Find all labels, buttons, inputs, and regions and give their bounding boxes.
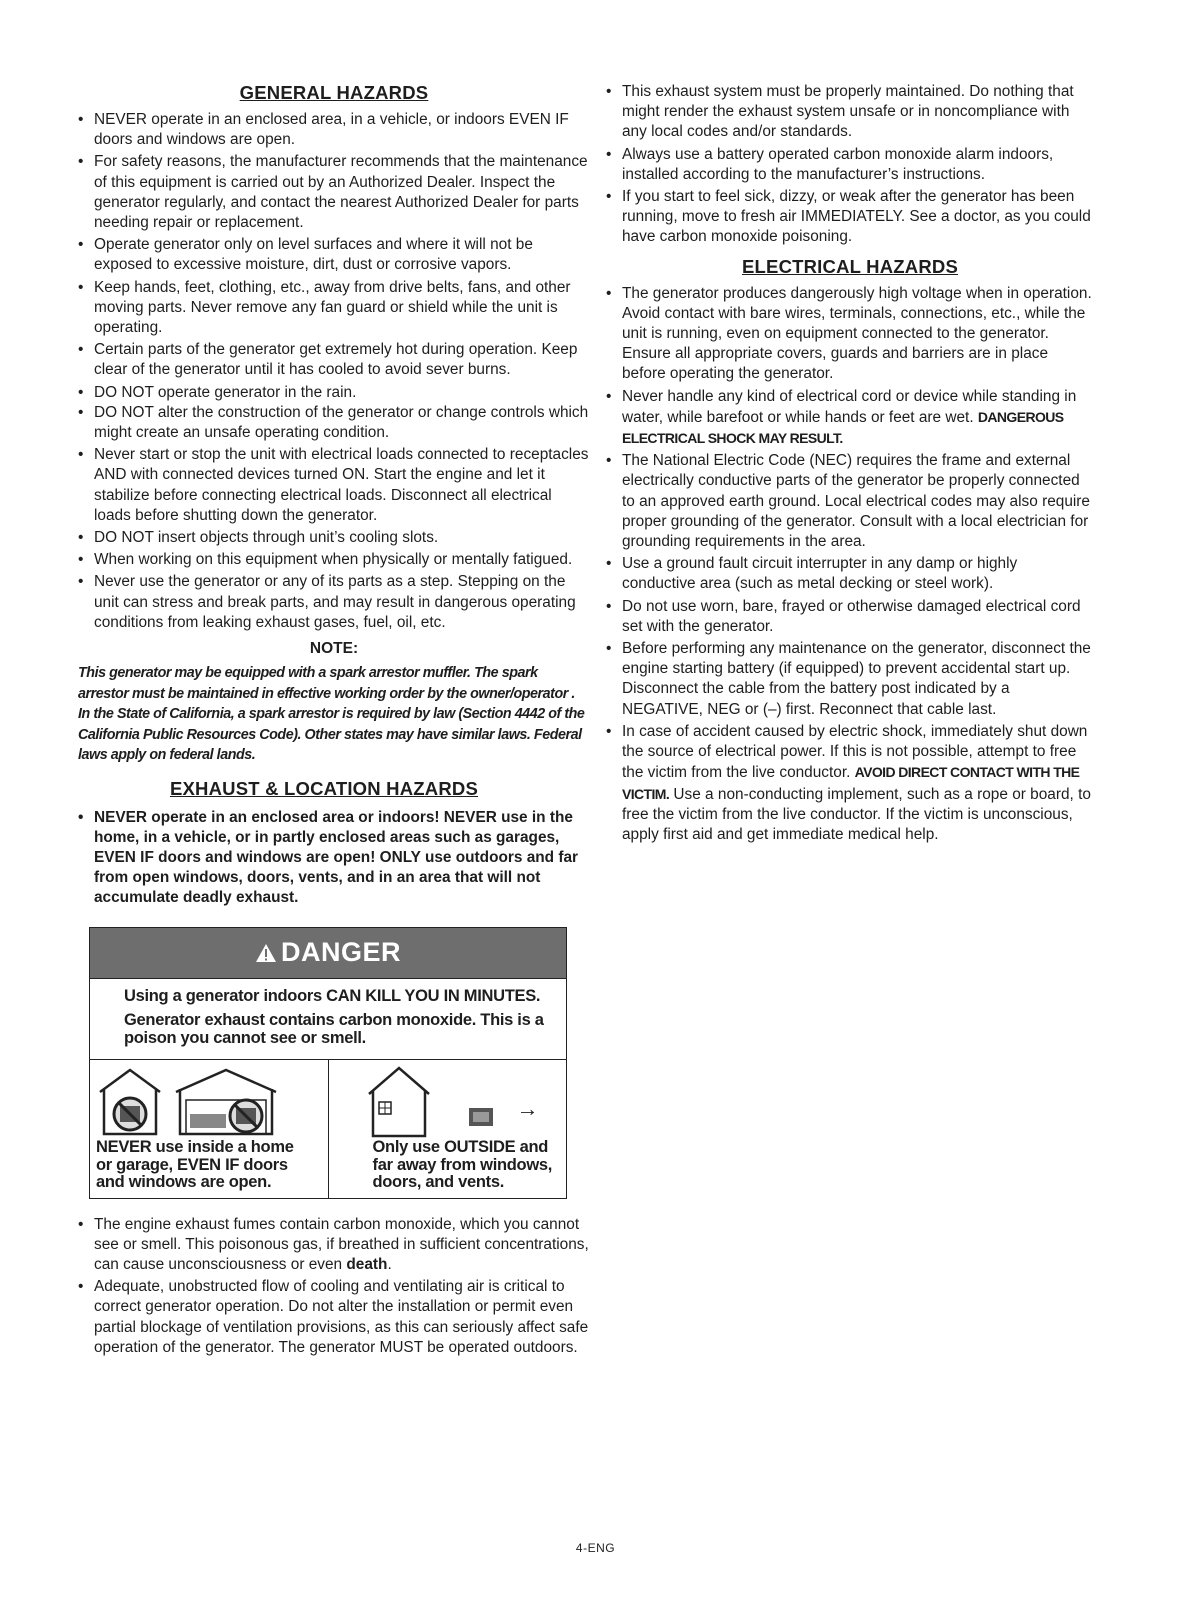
list-item: • When working on this equipment when physically or mentally fatigued. bbox=[78, 550, 590, 570]
exhaust-more-list bbox=[78, 1215, 590, 1358]
list-item: • Keep hands, feet, clothing, etc., away from drive belts, fans, and other moving parts. Never remove any fan guard or shield while the unit is operating. bbox=[78, 278, 590, 339]
danger-title: DANGER bbox=[280, 937, 401, 968]
house-garage-prohibited-icon bbox=[96, 1064, 320, 1136]
list-item: • Operate generator only on level surfaces and where it will not be exposed to excessive moisture, dirt, dust or corrosive vapors. bbox=[78, 235, 590, 275]
pictogram-outside-only bbox=[328, 1060, 567, 1198]
list-item: • NEVER operate in an enclosed area, in a vehicle, or indoors EVEN IF doors and windows are open. bbox=[78, 110, 590, 150]
list-item: • Always use a battery operated carbon monoxide alarm indoors, installed according to the manufacturer’s instructions. bbox=[606, 145, 1094, 185]
list-item: • Use a ground fault circuit interrupter in any damp or highly conductive area (such as metal decking or steel work). bbox=[606, 554, 1094, 594]
list-item: • The generator produces dangerously high voltage when in operation. Avoid contact with bare wires, terminals, connections, etc., while the unit is running, even on equipment connected to the generator. Ensure all appropriate covers, guards and barriers are in place before operating the generator. bbox=[606, 284, 1094, 385]
list-item-emphasis: death bbox=[346, 1256, 388, 1273]
list-item: • This exhaust system must be properly maintained. Do nothing that might render the exhaust system unsafe or in noncompliance with any local codes and/or standards. bbox=[606, 82, 1094, 143]
page-number: 4-ENG bbox=[575, 1541, 616, 1555]
danger-pictograms bbox=[90, 1060, 566, 1198]
outside-only-caption: Only use OUTSIDE and far away from windows, doors, and vents. bbox=[372, 1138, 553, 1192]
general-hazards-list bbox=[78, 110, 590, 633]
list-item: • DO NOT operate generator in the rain. bbox=[78, 383, 590, 403]
danger-line-1-emphasis: CAN KILL YOU IN MINUTES. bbox=[326, 986, 541, 1005]
list-item-text-end: Use a non-conducting implement, such as a rope or board, to free the victim from the live conductor. If the victim is unconscious, apply first aid and get immediate medical help. bbox=[622, 785, 1091, 843]
list-item: • If you start to feel sick, dizzy, or weak after the generator has been running, move to fresh air IMMEDIATELY. See a doctor, as you could have carbon monoxide poisoning. bbox=[606, 187, 1094, 248]
list-item: • Before performing any maintenance on the generator, disconnect the engine starting battery (if equipped) to prevent accidental start up. Disconnect the cable from the battery post indicated by a NEGATIVE, NEG or (–) first. Reconnect that cable last. bbox=[606, 639, 1094, 720]
arrow-right-icon: → bbox=[516, 1095, 539, 1121]
list-item: • For safety reasons, the manufacturer recommends that the maintenance of this equipment is carried out by an Authorized Dealer. Inspect the generator regularly, and contact the nearest Authorized Dealer for parts needing repair or replacement. bbox=[78, 152, 590, 233]
danger-line-1 bbox=[124, 987, 554, 1005]
left-column bbox=[78, 82, 590, 1360]
list-item: • Certain parts of the generator get extremely hot during operation. Keep clear of the generator until it has cooled to avoid sever burns. bbox=[78, 340, 590, 380]
danger-header bbox=[90, 928, 566, 979]
right-column bbox=[606, 82, 1094, 847]
list-item-text: The engine exhaust fumes contain carbon monoxide, which you cannot see or smell. This poisonous gas, if breathed in sufficient concentrations, can cause unconsciousness or even bbox=[94, 1215, 589, 1273]
danger-label bbox=[89, 927, 567, 1199]
list-item bbox=[78, 1215, 590, 1276]
list-item-emphasis: AVOID DIRECT CONTACT WITH THE VICTIM. bbox=[622, 764, 1080, 802]
list-item-text: In case of accident caused by electric shock, immediately shut down the source of electrical power. If this is not possible, attempt to free the victim from the live conductor. bbox=[622, 722, 1088, 782]
list-item bbox=[606, 722, 1094, 845]
general-hazards-heading: GENERAL HAZARDS bbox=[239, 82, 429, 103]
list-item: • Adequate, unobstructed flow of cooling and ventilating air is critical to correct generator operation. Do not alter the installation or permit even partial blockage of ventilation provisions, as this can seriously affect safe operation of the generator. The generator MUST be operated outdoors. bbox=[78, 1277, 590, 1358]
list-item: • Never use the generator or any of its parts as a step. Stepping on the unit can stress and break parts, and may result in dangerous operating conditions from leaking exhaust gases, fuel, oil, etc. bbox=[78, 572, 590, 633]
exhaust-continued-list bbox=[606, 82, 1094, 248]
danger-line-1-text: Using a generator indoors bbox=[124, 986, 327, 1005]
list-item: • Do not use worn, bare, frayed or otherwise damaged electrical cord set with the generator. bbox=[606, 597, 1094, 637]
list-item bbox=[606, 387, 1094, 450]
pictogram-never-indoors bbox=[90, 1060, 328, 1198]
warning-triangle-icon bbox=[255, 943, 277, 963]
never-indoors-caption: NEVER use inside a home or garage, EVEN IF doors and windows are open. bbox=[96, 1138, 294, 1192]
list-item-text-end: . bbox=[387, 1256, 392, 1273]
list-item: • The National Electric Code (NEC) requires the frame and external electrically conductive parts of the generator be properly connected to an approved earth ground. Local electrical codes may also require proper grounding of the generator. Consult with a local electrician for grounding requirements in the area. bbox=[606, 451, 1094, 552]
list-item-emphasis: DANGEROUS ELECTRICAL SHOCK MAY RESULT. bbox=[622, 408, 1064, 447]
electrical-hazards-list bbox=[606, 284, 1094, 845]
list-item: • Never start or stop the unit with electrical loads connected to receptacles AND with connected devices turned ON. Start the engine and let it stabilize before connecting electrical loads. Disconnect all electrical loads before shutting down the generator. bbox=[78, 445, 590, 526]
list-item: • NEVER operate in an enclosed area or indoors! NEVER use in the home, in a vehicle, or in partly enclosed areas such as garages, EVEN IF doors and windows are open! ONLY use outdoors and far from open windows, doors, vents, and in an area that will not accumulate deadly exhaust. bbox=[78, 808, 590, 909]
list-item: • DO NOT insert objects through unit’s cooling slots. bbox=[78, 528, 590, 548]
danger-line-2: Generator exhaust contains carbon monoxide. This is a poison you cannot see or smell. bbox=[124, 1010, 544, 1047]
electrical-hazards-heading: ELECTRICAL HAZARDS bbox=[741, 255, 958, 277]
danger-message bbox=[90, 979, 566, 1060]
exhaust-location-heading: EXHAUST & LOCATION HAZARDS bbox=[169, 777, 479, 799]
list-item-text: Never handle any kind of electrical cord or device while standing in water, while barefoot or while hands or feet are wet. bbox=[622, 387, 1077, 426]
note-body: This generator may be equipped with a spark arrestor muffler. The spark arrestor must be maintained in effective working order by the owner/operator . In the State of California, a spark arrestor is required by law (Section 4442 of the California Public Resources Code). Other states may have similar laws. Federal laws apply on federal lands. bbox=[78, 665, 585, 764]
list-item: • DO NOT alter the construction of the generator or change controls which might create an unsafe operating condition. bbox=[78, 403, 590, 443]
note-title: NOTE: bbox=[309, 640, 359, 658]
exhaust-bold-list bbox=[78, 808, 590, 909]
